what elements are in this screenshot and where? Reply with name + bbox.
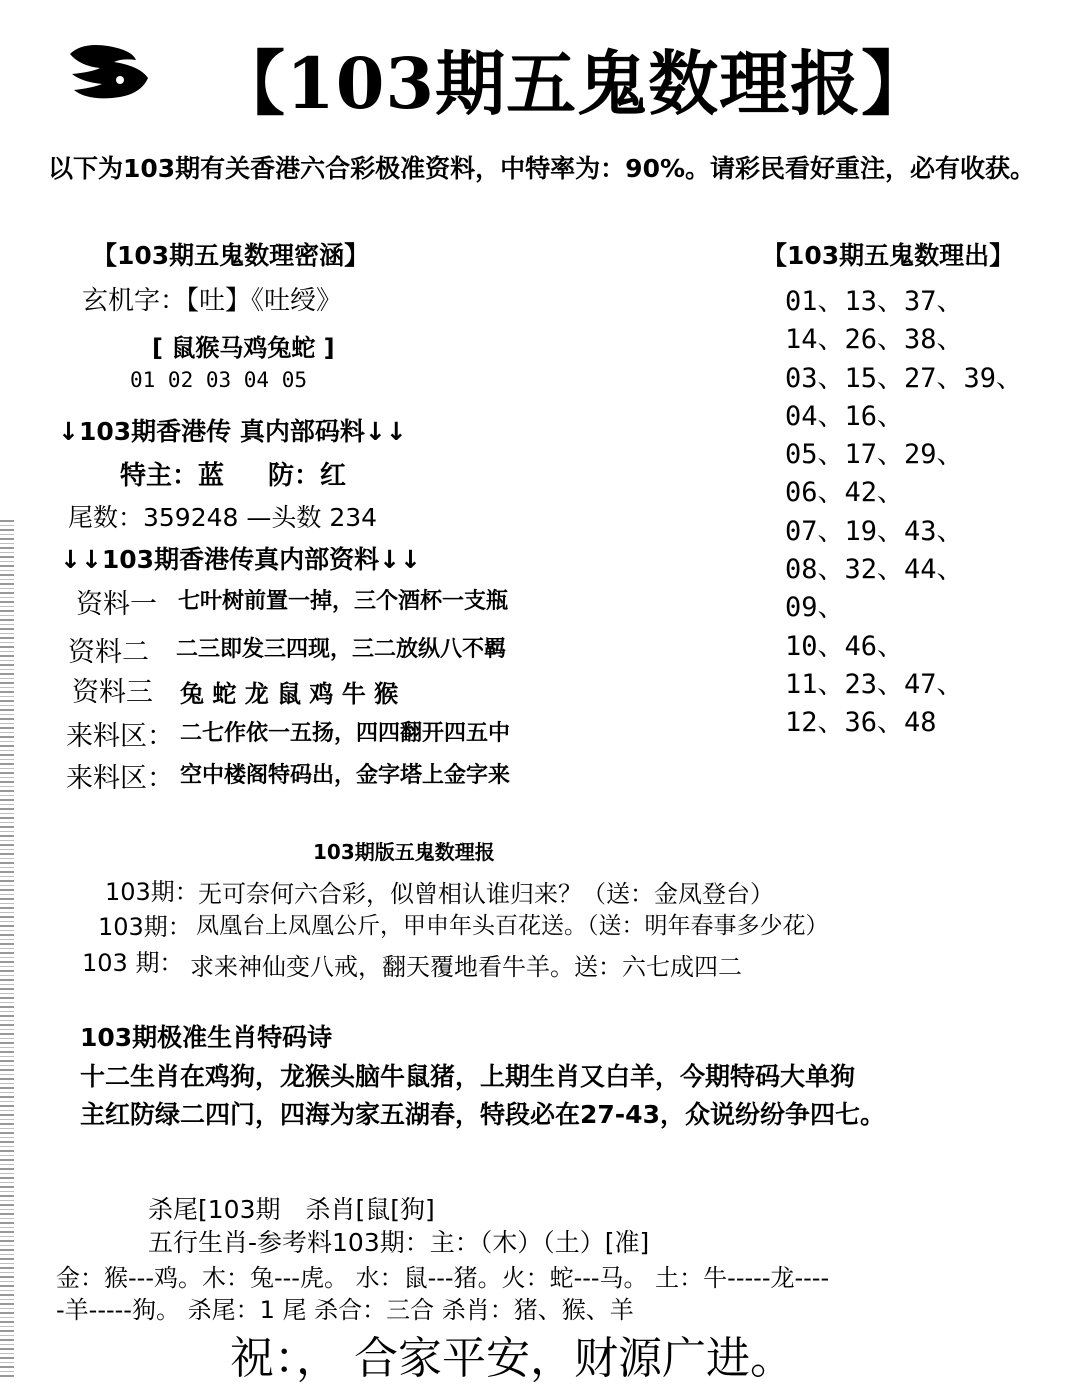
weishu-line: 尾数：359248 —头数 234 (68, 503, 378, 532)
material-text: 空中楼阁特码出，金字塔上金字来 (180, 763, 511, 788)
ghost-section-title: 103期版五鬼数理报 (313, 840, 495, 864)
number-row: 10、46、 (785, 630, 905, 662)
zodiac-line: [ 鼠猴马鸡兔蛇 ] (152, 334, 335, 362)
material-text: 二三即发三四现，三二放纵八不羁 (176, 637, 507, 662)
xuanji-text: 玄机字：【吐】《吐绶》 (82, 286, 343, 316)
elements-line-2: -羊-----狗。 杀尾：1 尾 杀合：三合 杀肖：猪、猴、羊 (56, 1296, 634, 1324)
material-label: 来料区： (66, 763, 174, 794)
poem-title: 103期极准生肖特码诗 (80, 1023, 333, 1052)
number-row: 12、36、48 (785, 707, 937, 739)
poem-line-1: 十二生肖在鸡狗，龙猴头脑牛鼠猪，上期生肖又白羊，今期特码大单狗 (80, 1062, 856, 1091)
blessing-text: 祝：， 合家平安，财源广进。 (230, 1333, 794, 1384)
wuxing-line: 五行生肖-参考料103期：主：（木）（土）[准] (148, 1228, 650, 1257)
page-title: 【103期五鬼数理报】 (215, 42, 933, 125)
kill-line: 杀尾[103期 杀肖[鼠[狗] (148, 1195, 435, 1224)
number-row: 01、13、37、 (785, 286, 964, 317)
number-row: 05、17、29、 (785, 439, 964, 471)
ghost-line-text: 凤凰台上凤凰公斤，甲申年头百花送。（送：明年春事多少花） (196, 913, 829, 939)
te-zhu: 特主：蓝 (120, 461, 225, 491)
ghost-line-text: 无可奈何六合彩，似曾相认谁归来？（送：金凤登台） (198, 880, 774, 908)
ghost-logo-icon (62, 40, 154, 102)
number-row: 09、 (785, 592, 845, 624)
scan-edge-decoration (0, 520, 14, 1380)
mihan-title: 【103期五鬼数理密涵】 (92, 241, 370, 270)
elements-line-1: 金：猴---鸡。木：兔---虎。 水：鼠---猪。火：蛇---马。 土：牛-----龙---- (56, 1264, 830, 1292)
material-text: 兔 蛇 龙 鼠 鸡 牛 猴 (180, 680, 399, 708)
number-row: 11、23、47、 (785, 668, 964, 700)
number-list (785, 283, 1023, 743)
ghost-line-label: 103期： (98, 913, 192, 941)
ghost-line-label: 103 期： (82, 949, 184, 977)
number-row: 06、42、 (785, 477, 905, 509)
right-title: 【103期五鬼数理出】 (762, 241, 1015, 270)
intro-text: 以下为103期有关香港六合彩极准资料，中特率为：90%。请彩民看好重注，必有收获。 (48, 154, 1036, 183)
ghost-line-label: 103期： (105, 878, 199, 906)
material-label: 资料一 (76, 589, 157, 620)
material-label: 资料三 (72, 677, 153, 708)
number-row: 04、16、 (785, 400, 905, 432)
number-row: 08、32、44、 (785, 554, 964, 586)
inside-title-2: ↓↓103期香港传真内部资料↓↓ (60, 545, 421, 574)
number-row: 14、26、38、 (785, 324, 964, 356)
inside-title-1: ↓103期香港传 真内部码料↓↓ (58, 417, 407, 446)
material-label: 资料二 (68, 637, 149, 668)
material-label: 来料区： (66, 721, 174, 752)
fang: 防：红 (268, 461, 347, 491)
material-text: 二七作依一五扬，四四翻开四五中 (180, 721, 511, 746)
number-row: 03、15、27、39、 (785, 362, 1024, 394)
numbers-line: 01 02 03 04 05 (130, 368, 308, 392)
poem-line-2: 主红防绿二四门，四海为家五湖春，特段必在27-43，众说纷纷争四七。 (80, 1100, 885, 1129)
material-text: 七叶树前置一掉，三个酒杯一支瓶 (178, 589, 509, 614)
number-row: 07、19、43、 (785, 515, 964, 547)
ghost-line-text: 求来神仙变八戒，翻天覆地看牛羊。送：六七成四二 (190, 953, 742, 981)
